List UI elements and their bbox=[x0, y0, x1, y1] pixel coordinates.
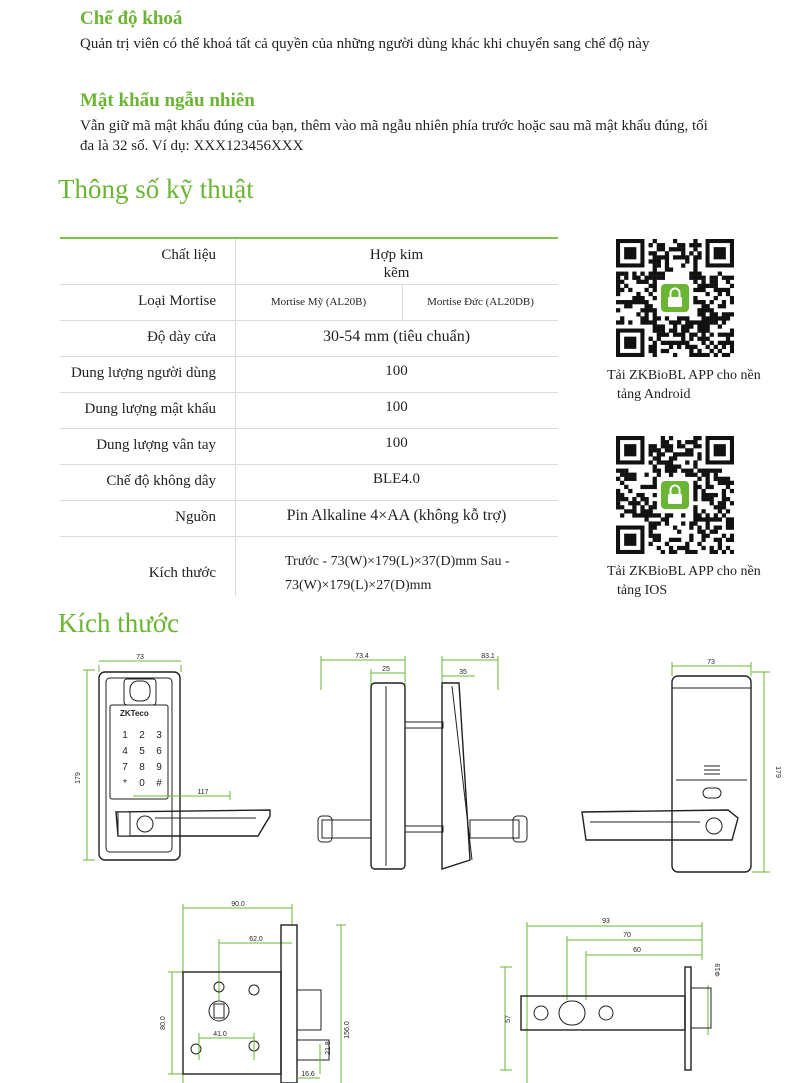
ios-caption-line1: Tải ZKBioBL APP cho nền bbox=[607, 564, 761, 579]
dim-latch-60: 60 bbox=[633, 947, 641, 954]
keypad-key: 0 bbox=[139, 778, 145, 789]
mortise-de: Mortise Đức (AL20DB) bbox=[427, 296, 534, 308]
dim-side-front: 25 bbox=[382, 666, 390, 673]
material-value-line1: Hợp kim bbox=[369, 247, 424, 263]
door-label: Độ dày cửa bbox=[147, 329, 216, 345]
keypad-key: 8 bbox=[139, 762, 145, 773]
android-caption-line1: Tải ZKBioBL APP cho nền bbox=[607, 368, 761, 383]
random-password-line2: đa là 32 số. Ví dụ: XXX123456XXX bbox=[80, 138, 304, 154]
dim-mortise-height: 80.0 bbox=[160, 1016, 167, 1030]
dimensions-title: Kích thước bbox=[58, 608, 180, 638]
material-label: Chất liệu bbox=[161, 247, 216, 263]
ios-caption-line2: tảng IOS bbox=[617, 583, 668, 598]
latch-drawing bbox=[500, 922, 711, 1083]
back-view-drawing bbox=[582, 662, 770, 872]
dim-back-width: 73 bbox=[707, 659, 715, 666]
spec-row-finger bbox=[60, 429, 558, 465]
dim-latch-57: 57 bbox=[505, 1015, 512, 1023]
mortise-us: Mortise Mỹ (AL20B) bbox=[270, 296, 367, 308]
spec-row-password bbox=[60, 393, 558, 429]
password-label: Dung lượng mật khẩu bbox=[84, 401, 216, 417]
dimension-labels bbox=[75, 653, 781, 1078]
size-value-line1: Trước - 73(W)×179(L)×37(D)mm Sau - bbox=[285, 554, 510, 569]
size-label: Kích thước bbox=[148, 565, 216, 581]
spec-row-wireless bbox=[60, 465, 558, 501]
password-value: 100 bbox=[385, 399, 408, 415]
dim-latch-dia: Φ19 bbox=[715, 963, 722, 977]
keypad-key: * bbox=[123, 778, 127, 789]
dim-latch-length: 93 bbox=[602, 918, 610, 925]
dim-mortise-faceplate: 156.0 bbox=[344, 1021, 351, 1039]
dim-back-height: 179 bbox=[774, 766, 781, 778]
finger-label: Dung lượng vân tay bbox=[96, 437, 216, 453]
user-value: 100 bbox=[385, 363, 408, 379]
door-value: 30-54 mm (tiêu chuẩn) bbox=[322, 328, 471, 345]
user-label: Dung lượng người dùng bbox=[70, 365, 216, 381]
dim-handle-length: 117 bbox=[197, 789, 209, 796]
dim-side-total: 73.4 bbox=[355, 653, 369, 660]
keypad-key: 7 bbox=[122, 762, 128, 773]
brand-logo: ZKTeco bbox=[120, 709, 149, 718]
lock-icon bbox=[668, 494, 682, 504]
dim-mortise-depth: 21.8 bbox=[325, 1041, 332, 1055]
power-label: Nguồn bbox=[175, 509, 216, 525]
side-view-drawing bbox=[318, 656, 527, 869]
specs-title: Thông số kỹ thuật bbox=[58, 174, 254, 204]
spec-row-door bbox=[60, 321, 558, 357]
android-caption bbox=[607, 366, 761, 404]
dim-front-height: 179 bbox=[75, 772, 82, 784]
android-qr-code[interactable] bbox=[616, 239, 734, 357]
dim-front-width: 73 bbox=[136, 654, 144, 661]
finger-value: 100 bbox=[385, 435, 408, 451]
dim-side-back-total: 83.1 bbox=[481, 653, 495, 660]
random-password-line1: Vẫn giữ mã mật khẩu đúng của bạn, thêm vào mã ngẫu nhiên phía trước hoặc sau mã mật khẩu đúng, tối bbox=[80, 118, 708, 134]
dim-mortise-spacing: 41.0 bbox=[213, 1031, 227, 1038]
spec-row-user bbox=[60, 357, 558, 393]
spec-row-power bbox=[60, 501, 558, 537]
spec-row-size bbox=[60, 537, 558, 603]
mortise-drawing bbox=[168, 904, 346, 1083]
keypad-key: 5 bbox=[139, 746, 145, 757]
keypad-key: 2 bbox=[139, 730, 145, 741]
dim-latch-70: 70 bbox=[623, 932, 631, 939]
spec-row-material bbox=[60, 239, 558, 285]
keypad-key: # bbox=[156, 778, 162, 789]
dim-mortise-backset: 62.0 bbox=[249, 936, 263, 943]
keypad-key: 9 bbox=[156, 762, 162, 773]
ios-qr-code[interactable] bbox=[616, 436, 734, 554]
size-value-line2: 73(W)×179(L)×27(D)mm bbox=[285, 578, 432, 593]
dimension-drawings bbox=[0, 640, 800, 1083]
material-value bbox=[235, 246, 558, 282]
mortise-label: Loại Mortise bbox=[138, 293, 216, 309]
front-view-drawing bbox=[83, 661, 270, 860]
random-password-title: Mật khẩu ngẫu nhiên bbox=[80, 90, 255, 111]
wireless-value: BLE4.0 bbox=[372, 471, 421, 487]
android-caption-line2: tảng Android bbox=[617, 387, 691, 402]
keypad-keys bbox=[122, 730, 162, 789]
dim-mortise-width: 90.0 bbox=[231, 901, 245, 908]
size-value bbox=[285, 550, 510, 598]
wireless-label: Chế độ không dây bbox=[106, 473, 216, 489]
lock-icon bbox=[668, 297, 682, 307]
lock-mode-text: Quản trị viên có thể khoá tất cả quyền của những người dùng khác khi chuyển sang chế độ này bbox=[80, 36, 650, 52]
power-value: Pin Alkaline 4×AA (không kỗ trợ) bbox=[286, 507, 507, 524]
spec-row-mortise bbox=[60, 285, 558, 321]
spec-table bbox=[60, 237, 558, 603]
keypad-key: 1 bbox=[122, 730, 128, 741]
material-value-line2: kẽm bbox=[383, 265, 410, 281]
keypad-key: 6 bbox=[156, 746, 162, 757]
dim-side-back: 35 bbox=[459, 669, 467, 676]
lock-mode-title: Chế độ khoá bbox=[80, 8, 183, 29]
dim-mortise-edge: 16.6 bbox=[301, 1071, 315, 1078]
keypad-key: 4 bbox=[122, 746, 128, 757]
ios-caption bbox=[607, 562, 761, 600]
keypad-key: 3 bbox=[156, 730, 162, 741]
